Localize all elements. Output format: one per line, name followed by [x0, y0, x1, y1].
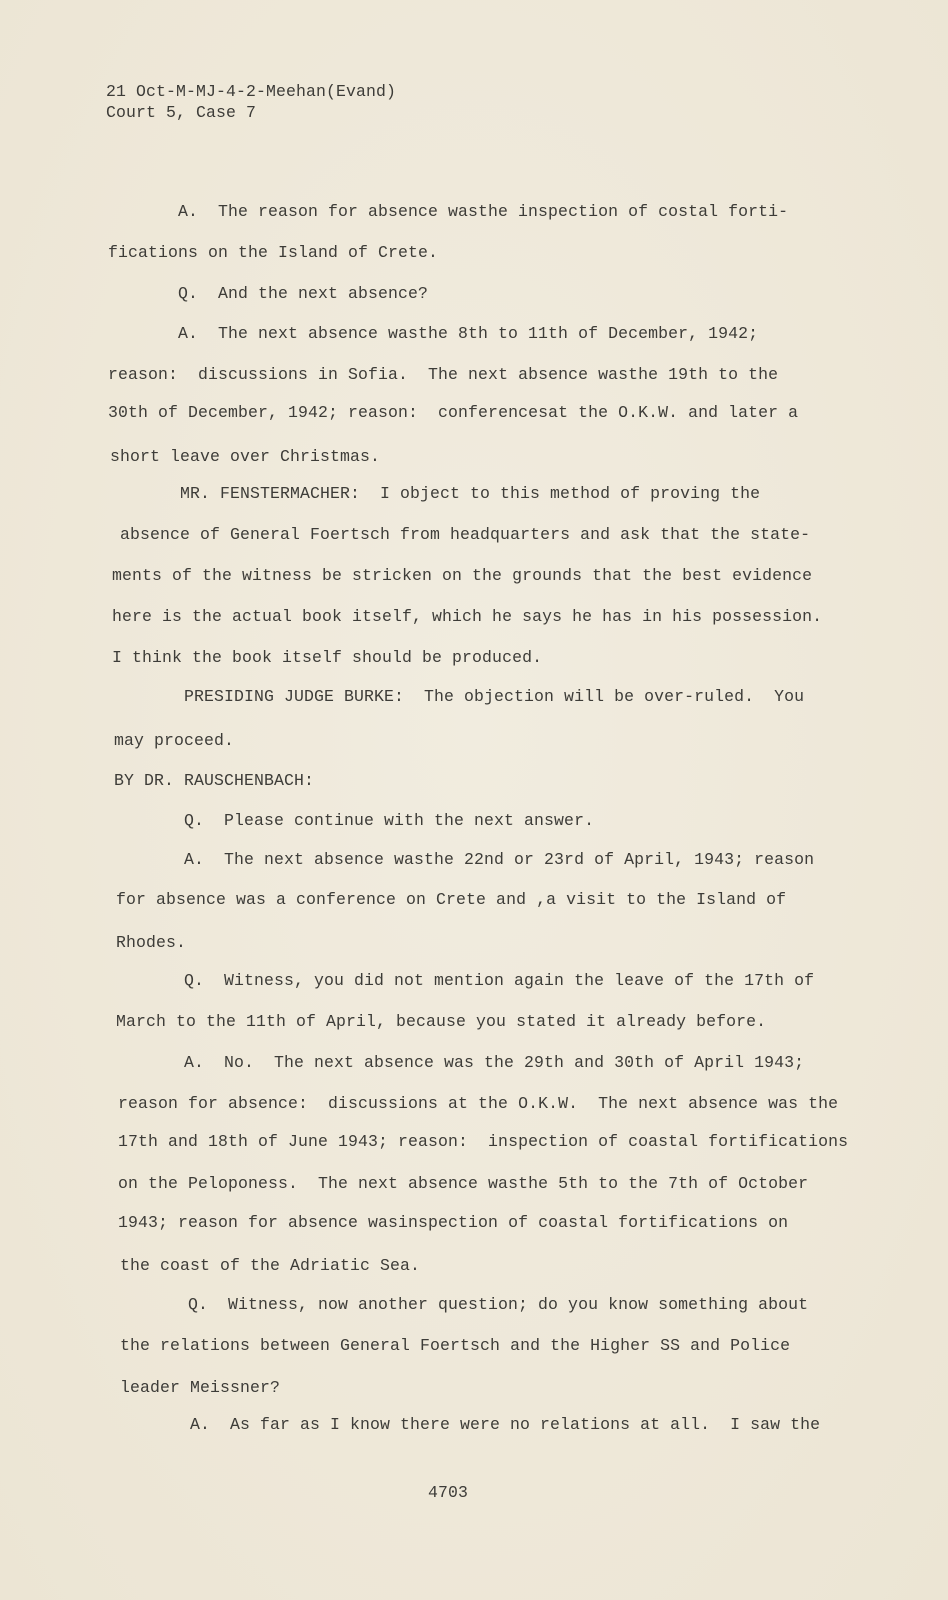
body-line: reason: discussions in Sofia. The next absence wasthe 19th to the [108, 365, 779, 384]
body-line: 17th and 18th of June 1943; reason: inspection of coastal fortifications [118, 1132, 849, 1151]
body-line: Rhodes. [116, 933, 187, 952]
page-number: 4703 [428, 1483, 469, 1502]
body-line: March to the 11th of April, because you stated it already before. [116, 1012, 767, 1031]
body-line: on the Peloponess. The next absence wasthe 5th to the 7th of October [118, 1174, 809, 1193]
body-line: Q. Witness, now another question; do you know something about [188, 1295, 809, 1314]
header-line-1: 21 Oct-M-MJ-4-2-Meehan(Evand) [106, 82, 397, 101]
body-line: for absence was a conference on Crete and ,a visit to the Island of [116, 890, 787, 909]
body-line: here is the actual book itself, which he says he has in his possession. [112, 607, 823, 626]
body-line: absence of General Foertsch from headquarters and ask that the state- [120, 525, 811, 544]
body-line: PRESIDING JUDGE BURKE: The objection will be over-ruled. You [184, 687, 805, 706]
body-line: A. No. The next absence was the 29th and 30th of April 1943; [184, 1053, 805, 1072]
body-line: A. The next absence wasthe 22nd or 23rd of April, 1943; reason [184, 850, 815, 869]
body-line: A. As far as I know there were no relations at all. I saw the [190, 1415, 821, 1434]
body-line: Q. Please continue with the next answer. [184, 811, 595, 830]
body-line: 30th of December, 1942; reason: conferencesat the O.K.W. and later a [108, 403, 799, 422]
body-line: I think the book itself should be produced. [112, 648, 543, 667]
body-line: 1943; reason for absence wasinspection of coastal fortifications on [118, 1213, 789, 1232]
body-line: may proceed. [114, 731, 235, 750]
body-line: Q. Witness, you did not mention again the leave of the 17th of [184, 971, 815, 990]
body-line: A. The next absence wasthe 8th to 11th of December, 1942; [178, 324, 759, 343]
body-line: ments of the witness be stricken on the grounds that the best evidence [112, 566, 813, 585]
body-line: reason for absence: discussions at the O.K.W. The next absence was the [118, 1094, 839, 1113]
header-line-2: Court 5, Case 7 [106, 103, 257, 122]
body-line: A. The reason for absence wasthe inspection of costal forti- [178, 202, 789, 221]
body-line: fications on the Island of Crete. [108, 243, 439, 262]
body-line: the coast of the Adriatic Sea. [120, 1256, 421, 1275]
body-line: MR. FENSTERMACHER: I object to this method of proving the [180, 484, 761, 503]
body-line: leader Meissner? [120, 1378, 281, 1397]
body-line: Q. And the next absence? [178, 284, 429, 303]
body-line: BY DR. RAUSCHENBACH: [114, 771, 315, 790]
body-line: the relations between General Foertsch and the Higher SS and Police [120, 1336, 791, 1355]
body-line: short leave over Christmas. [110, 447, 381, 466]
